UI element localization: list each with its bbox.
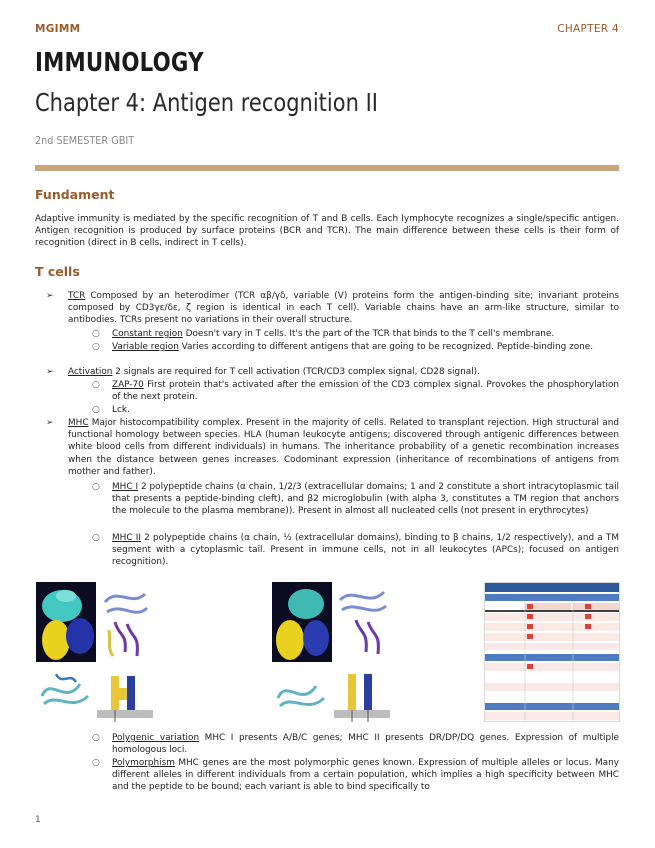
header-course-code: MGIMM — [35, 23, 81, 35]
term-variable-region: Variable region — [112, 342, 179, 352]
membrane-schematic-icon — [334, 666, 390, 722]
term-constant-region: Constant region — [112, 329, 183, 339]
membrane-diagram — [97, 666, 153, 722]
ribbon-diagram-icon — [36, 666, 94, 716]
circle-bullet-icon: ○ — [92, 482, 100, 492]
term-mhc2: MHC II — [112, 533, 141, 543]
list-item-tcr — [46, 290, 619, 327]
ribbon-diagram-icon — [334, 582, 390, 662]
tcells-heading: T cells — [35, 264, 80, 279]
list-item-activation — [46, 366, 619, 378]
term-tcr: TCR — [68, 291, 86, 301]
mhc-comparison-table-image — [484, 582, 620, 722]
constant-region-text: Doesn't vary in T cells. It's the part of the TCR that binds to the T cell's membrane. — [182, 329, 555, 339]
fundament-paragraph: Adaptive immunity is mediated by the specific recognition of T and B cells. Each lymphocyte recognizes a single/specific antigen. Antigen recognition is produced by surface proteins (BCR and TCR). The main difference between these cells is their form of recognition (direct in B cells, indirect in T cells). — [35, 214, 619, 249]
list-item-constant-region — [92, 328, 619, 340]
activation-text: 2 signals are required for T cell activation (TCR/CD3 complex signal, CD28 signal). — [112, 367, 480, 377]
circle-bullet-icon: ○ — [92, 342, 100, 352]
list-item-variable-region — [92, 341, 619, 353]
mhc2-membrane-diagram — [334, 666, 390, 722]
arrow-bullet-icon: ➢ — [46, 367, 54, 377]
term-mhc: MHC — [68, 418, 89, 428]
circle-bullet-icon: ○ — [92, 758, 100, 768]
list-item-zap70 — [92, 379, 619, 403]
term-mhc1: MHC I — [112, 482, 139, 492]
fundament-heading: Fundament — [35, 187, 115, 202]
title-divider — [35, 165, 619, 171]
protein-ribbon-icon — [36, 582, 96, 662]
circle-bullet-icon: ○ — [92, 329, 100, 339]
page-number: 1 — [35, 815, 41, 825]
zap70-text: First protein that's activated after the emission of the CD3 complex signal. Provokes the phosphorylation of the next protein. — [112, 380, 619, 403]
tcr-text: Composed by an heterodimer (TCR αβ/γδ, variable (V) proteins form the antigen-binding site; invariant proteins composed by CD3γε/δε, ζ region is identical in each T cell). Variable chains have an arm-like structure, similar to antibodies. TCRs present no variations in their overall structure. — [68, 291, 619, 326]
lck-text: Lck. — [112, 405, 130, 415]
ribbon-diagram-icon — [97, 582, 153, 662]
arrow-bullet-icon: ➢ — [46, 418, 54, 428]
list-item-mhc1 — [92, 481, 619, 518]
term-zap70: ZAP-70 — [112, 380, 144, 390]
mhc2-structure-image — [272, 582, 332, 662]
term-polygenic-variation: Polygenic variation — [112, 733, 200, 743]
circle-bullet-icon: ○ — [92, 380, 100, 390]
circle-bullet-icon: ○ — [92, 733, 100, 743]
header-chapter-label: CHAPTER 4 — [557, 23, 619, 35]
ribbon-diagram-icon — [272, 666, 330, 716]
mhc-cartoon-image — [36, 666, 94, 716]
term-polymorphism: Polymorphism — [112, 758, 175, 768]
chapter-title: Chapter 4: Antigen recognition II — [35, 88, 378, 117]
mhc1-structure-image — [36, 582, 96, 662]
membrane-schematic-icon — [97, 666, 153, 722]
table-thumbnail-icon — [485, 583, 619, 721]
mhc2-ribbon-diagram — [334, 582, 390, 662]
polygenic-variation-text: MHC I presents A/B/C genes; MHC II presents DR/DP/DQ genes. Expression of multiple homologous loci. — [112, 733, 619, 756]
semester-label: 2nd SEMESTER GBIT — [35, 134, 135, 147]
circle-bullet-icon: ○ — [92, 533, 100, 543]
list-item-mhc — [46, 417, 619, 478]
mhc1-text: 2 polypeptide chains (α chain, 1/2/3 (extracellular domains; 1 and 2 constitute a short intracytoplasmic tail that presents a peptide-binding cleft), and β2 microglobulin (with alpha 3, constitutes a TM region that anchors the molecule to the plasma membrane)). Present in almost all nucleated cells (not present in erythrocytes) — [112, 482, 619, 517]
list-item-polygenic-variation — [92, 732, 619, 756]
variable-region-text: Varies according to different antigens that are going to be recognized. Peptide-binding zone. — [178, 342, 594, 352]
arrow-bullet-icon: ➢ — [46, 291, 54, 301]
list-item-polymorphism — [92, 757, 619, 794]
term-activation: Activation — [68, 367, 113, 377]
polymorphism-text: MHC genes are the most polymorphic genes known. Expression of multiple alleles or locus. Many different alleles in different individuals from a certain population, which implies a high specificity between MHC and the peptide to be bound; each variant is able to bind specifically to — [112, 758, 619, 793]
mhc2-text: 2 polypeptide chains (α chain, ½ (extracellular domains), binding to β chains, 1/2 respectively), and a TM segment with a cytoplasmic tail. Present in immune cells, not in all leukocytes (APCs); focused on antigen recognition). — [112, 533, 619, 568]
mhc-text: Major histocompatibility complex. Present in the majority of cells. Related to transplant rejection. High structural and functional homology between species. HLA (human leukocyte antigens; discovered through antigenic differences between white blood cells from different individuals) in humans. The inheritance probability of a genetic recombination increases when the distance between genes increases. Codominant expression (inheritance of recombinations of antigens from mother and father). — [68, 418, 619, 477]
protein-ribbon-icon — [272, 582, 332, 662]
mhc2-cartoon-image — [272, 666, 330, 716]
list-item-mhc2 — [92, 532, 619, 569]
list-item-lck — [92, 404, 619, 416]
mhc1-ribbon-diagram — [97, 582, 153, 662]
document-title: IMMUNOLOGY — [35, 48, 204, 78]
circle-bullet-icon: ○ — [92, 405, 100, 415]
